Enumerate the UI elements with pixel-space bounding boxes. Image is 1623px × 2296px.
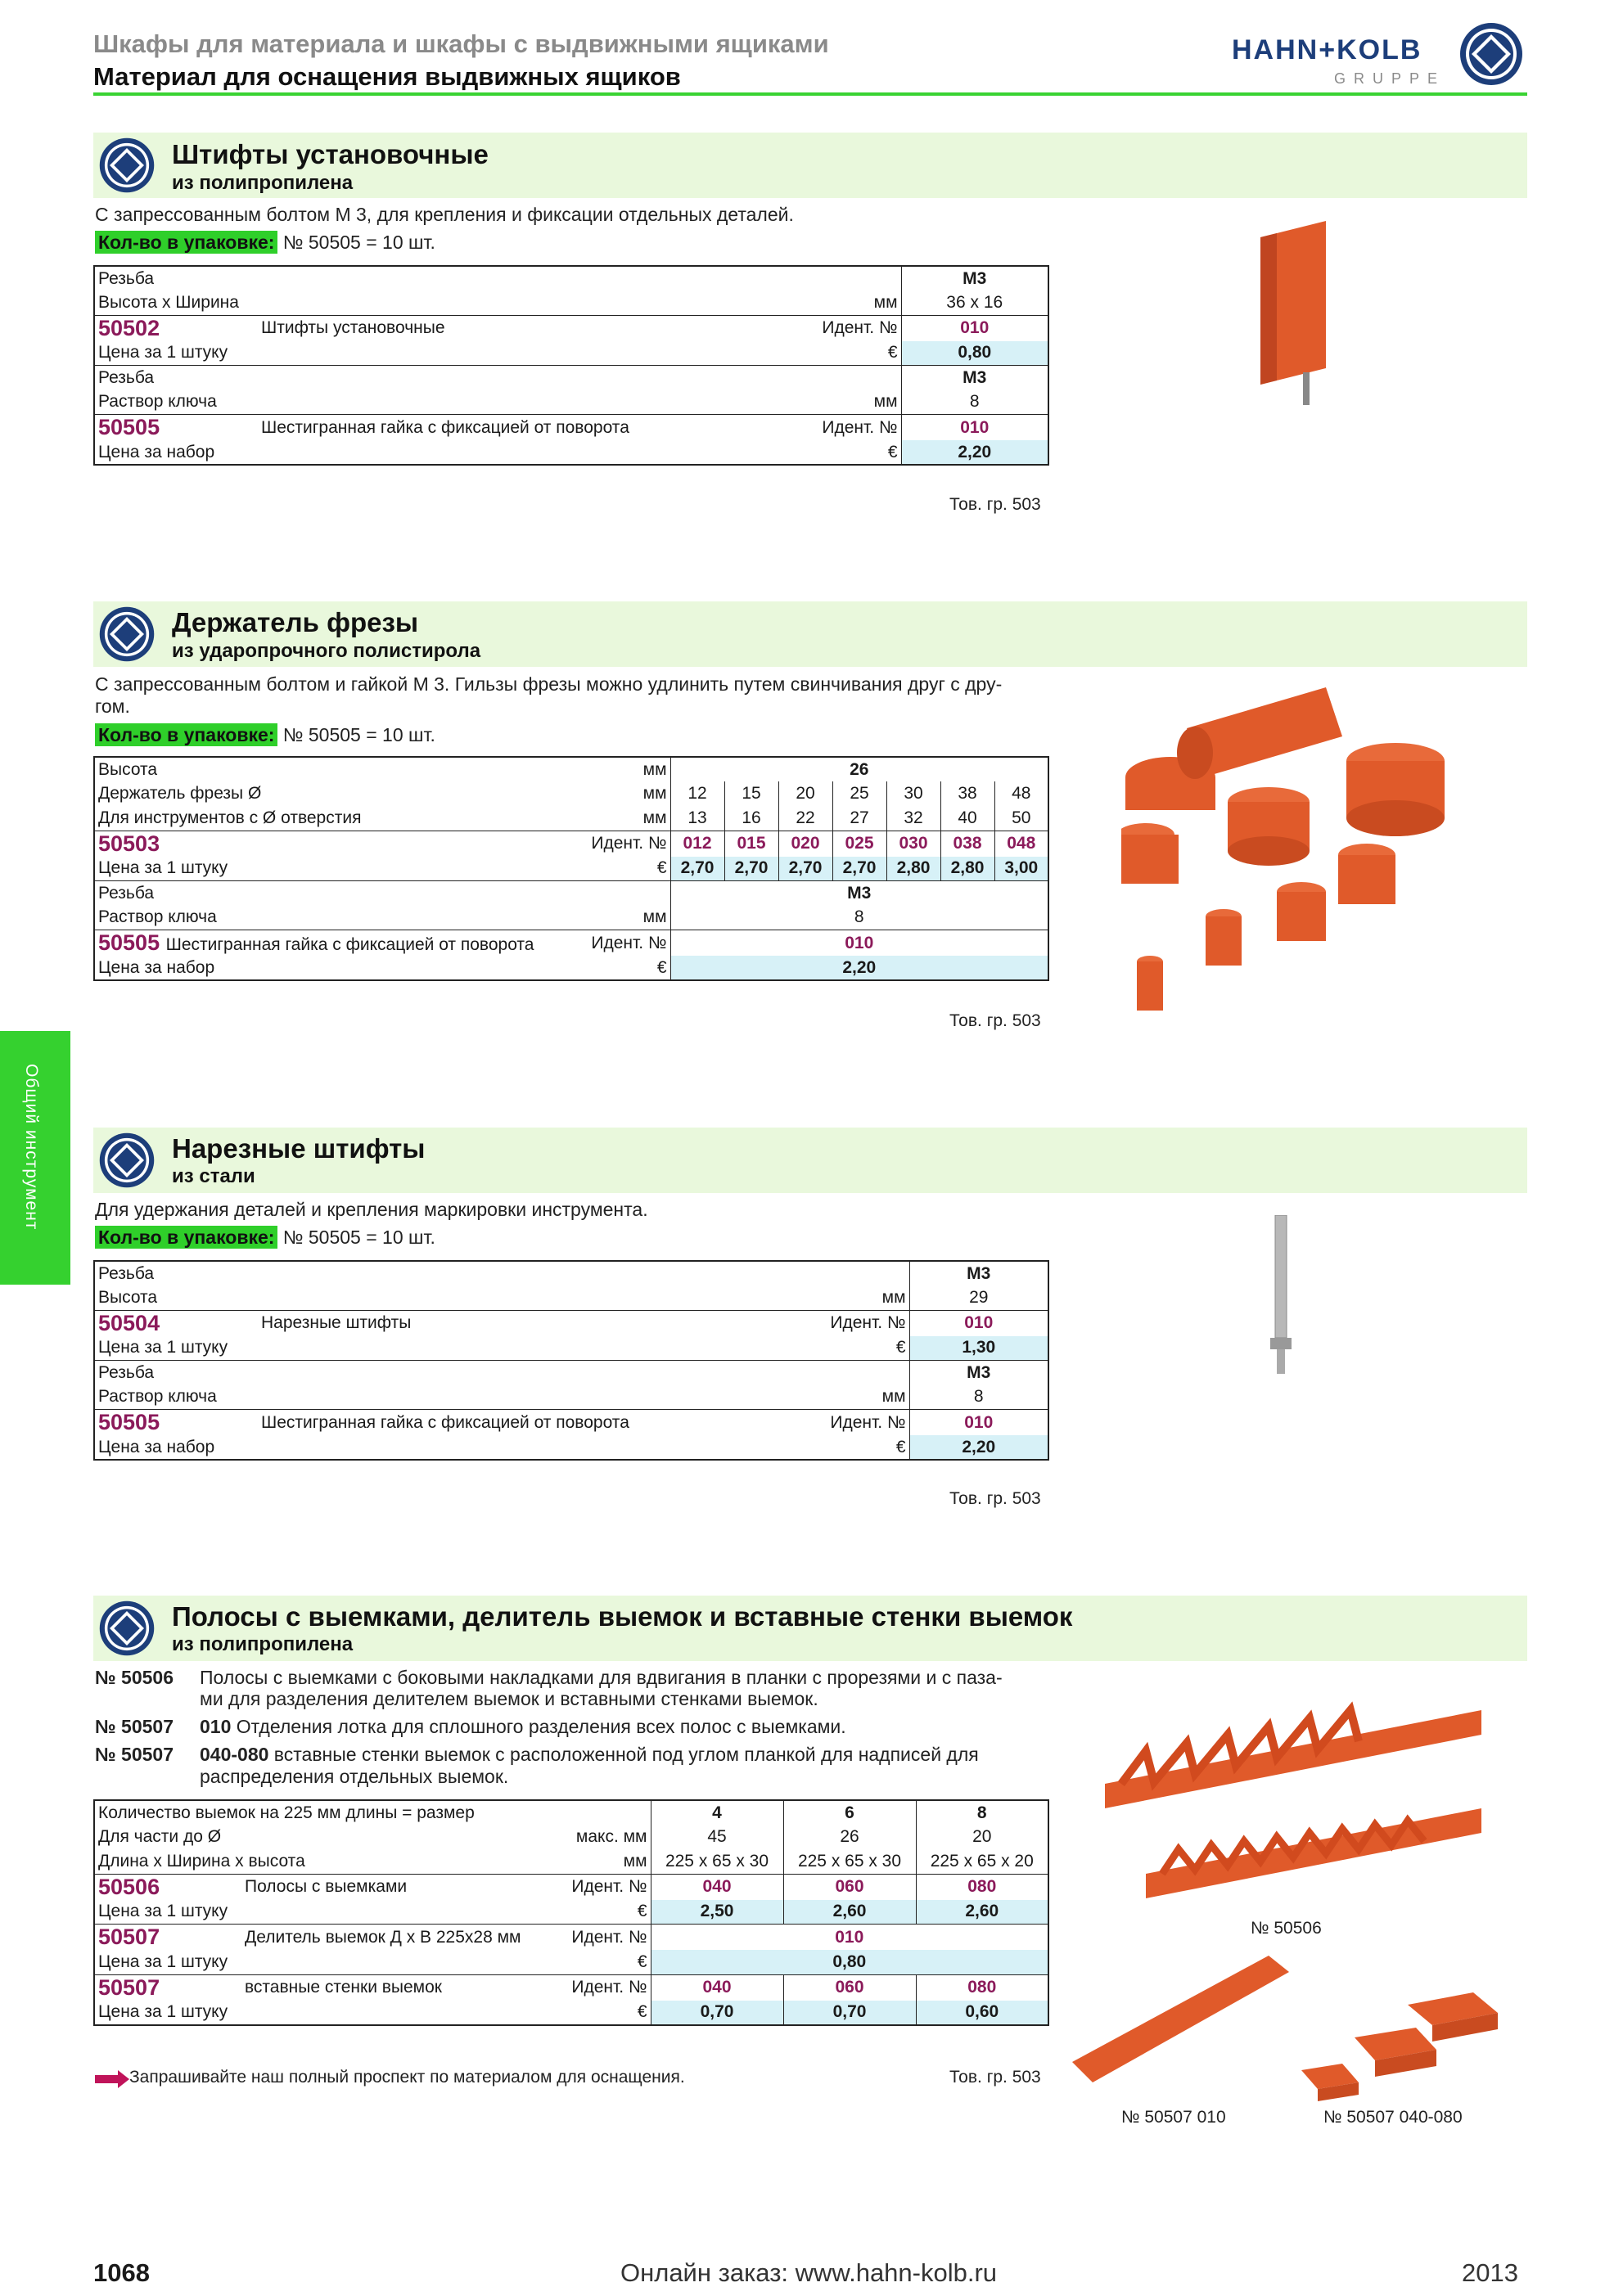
product-image bbox=[1293, 1988, 1506, 2103]
side-tab-label: Общий инструмент bbox=[22, 1064, 41, 1231]
note-number: № 50507 bbox=[95, 1716, 174, 1737]
spec-table: Количество выемок на 225 мм длины = размер 4 6 8 Для части до Ø макс. мм 45 26 20 Длина x Ширина x высота мм 225 x 65 x 30 225 x 65 x 30 225 x 65 x 20 50506 Полосы с выемками Идент. № 040 060 080 Цена за 1 штуку € 2,50 2,60 2,60 50507 Делитель выемок Д x В 225x28 мм Идент. № 010 Цена за 1 штуку € 0,80 50507 вставные стенки выемок Идент. № 040 060 080 Цена за 1 штуку € 0,70 0,70 0,60 bbox=[93, 1799, 1049, 2026]
brochure-note[interactable]: Запрашивайте наш полный проспект по материалом для оснащения. bbox=[129, 2068, 685, 2087]
section-subtitle: из ударопрочного полистирола bbox=[172, 640, 481, 662]
brand-logo: HAHN+KOLB bbox=[1232, 34, 1422, 65]
section-title: Штифты установочные bbox=[172, 139, 489, 169]
section-description: С запрессованным болтом и гайкой М 3. Гильзы фрезы можно удлинить путем свинчивания друг с дру- bbox=[95, 673, 1003, 695]
article-code: 50506 bbox=[98, 1874, 160, 1899]
spec-table: Высота мм 26 Держатель фрезы Ø мм 12 15 20 25 30 38 48 Для инструментов с Ø отверстия мм 13 16 22 27 32 40 50 50503 Идент. № 012 015 020 025 030 038 048 Цена за 1 штуку € 2,70 2,70 2,70 2,70 2,80 2,80 3,00 Резьба M3 Раствор ключа мм 8 50505 Шестигранная гайка с фиксацией от поворота Идент. № 010 Цена за набор € 2,20 bbox=[93, 756, 1049, 981]
section-subtitle: из полипропилена bbox=[172, 1633, 354, 1655]
price-cell: 2,20 bbox=[901, 440, 1048, 465]
brand-seal-icon bbox=[98, 137, 156, 194]
spec-table: Резьба M3 Высота мм 29 50504 Нарезные штифты Идент. № 010 Цена за 1 штуку € 1,30 Резьба M3 Раствор ключа мм 8 50505 Шестигранная гайка с фиксацией от поворота Идент. № 010 Цена за набор € 2,20 bbox=[93, 1260, 1049, 1461]
section-description-cont: гом. bbox=[95, 696, 130, 717]
article-code: 50504 bbox=[98, 1310, 160, 1335]
section-subtitle: из полипропилена bbox=[172, 172, 354, 194]
price-cell: 2,20 bbox=[909, 1435, 1048, 1460]
brand-seal-icon bbox=[98, 1600, 156, 1657]
brand-seal-icon bbox=[1458, 21, 1524, 87]
product-image bbox=[1097, 1694, 1490, 1939]
note-text: 040-080 вставные стенки выемок с расположенной под углом планкой для надписей для bbox=[200, 1744, 979, 1765]
product-image bbox=[1121, 679, 1481, 1031]
pack-qty-label: Кол-во в упаковке: bbox=[95, 723, 277, 746]
pack-qty-label: Кол-во в упаковке: bbox=[95, 1226, 277, 1249]
pack-qty: Кол-во в упаковке: № 50505 = 10 шт. bbox=[95, 1226, 435, 1249]
section-title: Держатель фрезы bbox=[172, 607, 419, 637]
price-cell: 0,80 bbox=[651, 1950, 1048, 1974]
spec-table: Резьба M3 Высота x Ширина мм 36 x 16 50502 Штифты установочные Идент. № 010 Цена за 1 штуку € 0,80 Резьба M3 Раствор ключа мм 8 50505 Шестигранная гайка с фиксацией от поворота Идент. № 010 Цена за набор € 2,20 bbox=[93, 265, 1049, 466]
header-subcategory: Материал для оснащения выдвижных ящиков bbox=[93, 62, 681, 91]
image-caption: № 50506 bbox=[1251, 1919, 1322, 1938]
article-code: 50503 bbox=[98, 831, 160, 856]
section-description: С запрессованным болтом М 3, для крепления и фиксации отдельных деталей. bbox=[95, 204, 794, 225]
price-cell: 1,30 bbox=[909, 1336, 1048, 1361]
header-divider bbox=[93, 92, 1527, 96]
product-group: Тов. гр. 503 bbox=[949, 495, 1041, 514]
image-caption: № 50507 040-080 bbox=[1323, 2108, 1463, 2127]
note-text: 010 Отделения лотка для сплошного разделения всех полос с выемками. bbox=[200, 1716, 846, 1737]
brand-seal-icon bbox=[98, 1132, 156, 1189]
section-description: Для удержания деталей и крепления маркировки инструмента. bbox=[95, 1199, 648, 1220]
article-code: 50505 bbox=[98, 1410, 160, 1434]
price-cell: 2,20 bbox=[670, 956, 1048, 980]
page-number: 1068 bbox=[93, 2258, 150, 2287]
article-code: 50507 bbox=[98, 1925, 160, 1949]
header-category: Шкафы для материала и шкафы с выдвижными ящиками bbox=[93, 29, 829, 58]
article-code: 50505 bbox=[98, 930, 160, 955]
catalog-year: 2013 bbox=[1462, 2258, 1518, 2287]
note-text: ми для разделения делителем выемок и вставными стенками выемок. bbox=[200, 1688, 818, 1709]
section-title: Нарезные штифты bbox=[172, 1133, 426, 1164]
arrow-right-icon bbox=[93, 2070, 129, 2088]
product-image bbox=[1260, 1215, 1301, 1379]
note-text: распределения отдельных выемок. bbox=[200, 1766, 509, 1787]
pack-qty-label: Кол-во в упаковке: bbox=[95, 231, 277, 254]
product-image bbox=[1072, 1956, 1293, 2095]
brand-logo-sub: GRUPPE bbox=[1334, 70, 1446, 87]
image-caption: № 50507 010 bbox=[1121, 2108, 1226, 2127]
pack-qty: Кол-во в упаковке: № 50505 = 10 шт. bbox=[95, 723, 435, 746]
article-code: 50502 bbox=[98, 315, 160, 340]
note-number: № 50507 bbox=[95, 1744, 174, 1765]
article-code: 50507 bbox=[98, 1974, 160, 2000]
price-cell: 0,80 bbox=[901, 341, 1048, 366]
article-code: 50505 bbox=[98, 415, 160, 439]
section-subtitle: из стали bbox=[172, 1165, 255, 1187]
product-image bbox=[1228, 221, 1359, 409]
product-group: Тов. гр. 503 bbox=[949, 1489, 1041, 1508]
order-url[interactable]: Онлайн заказ: www.hahn-kolb.ru bbox=[620, 2258, 998, 2287]
pack-qty: Кол-во в упаковке: № 50505 = 10 шт. bbox=[95, 231, 435, 254]
section-title: Полосы с выемками, делитель выемок и вставные стенки выемок bbox=[172, 1601, 1073, 1632]
product-group: Тов. гр. 503 bbox=[949, 1011, 1041, 1030]
brand-seal-icon bbox=[98, 606, 156, 663]
note-text: Полосы с выемками с боковыми накладками для вдвигания в планки с прорезями и с паза- bbox=[200, 1667, 1003, 1688]
note-number: № 50506 bbox=[95, 1667, 174, 1688]
product-group: Тов. гр. 503 bbox=[949, 2068, 1041, 2087]
